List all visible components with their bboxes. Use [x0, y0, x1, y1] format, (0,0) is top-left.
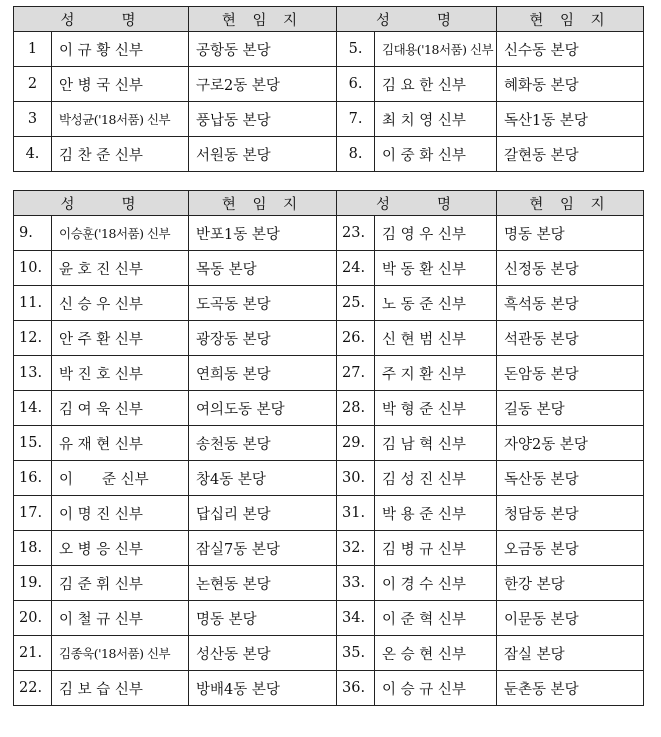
assigned-parish: 혜화동 본당 [497, 67, 644, 102]
table-row [14, 251, 644, 286]
entry-number: 4. [14, 137, 52, 172]
assigned-parish: 석관동 본당 [497, 321, 644, 356]
header-name: 성 명 [14, 7, 189, 32]
priest-name: 김 영 우 신부 [375, 216, 497, 251]
assigned-parish: 방배4동 본당 [189, 671, 337, 706]
priest-name: 김 준 휘 신부 [52, 566, 189, 601]
priest-name: 안 주 환 신부 [52, 321, 189, 356]
priest-name: 주 지 환 신부 [375, 356, 497, 391]
table-row [14, 671, 644, 706]
assigned-parish: 갈현동 본당 [497, 137, 644, 172]
entry-number: 2 [14, 67, 52, 102]
priest-name: 박 진 호 신부 [52, 356, 189, 391]
priest-name: 이승훈('18서품) 신부 [52, 216, 189, 251]
priest-name: 박 형 준 신부 [375, 391, 497, 426]
assigned-parish: 독산동 본당 [497, 461, 644, 496]
entry-number: 32. [337, 531, 375, 566]
table-row [14, 286, 644, 321]
priest-name: 이 승 규 신부 [375, 671, 497, 706]
assigned-parish: 공항동 본당 [189, 32, 337, 67]
table-row [14, 356, 644, 391]
entry-number: 24. [337, 251, 375, 286]
entry-number: 27. [337, 356, 375, 391]
entry-number: 3 [14, 102, 52, 137]
table-header-row [14, 7, 644, 32]
entry-number: 5. [337, 32, 375, 67]
priest-name: 김 찬 준 신부 [52, 137, 189, 172]
entry-number: 10. [14, 251, 52, 286]
header-post: 현 임 지 [497, 191, 644, 216]
priest-name: 이 철 규 신부 [52, 601, 189, 636]
priest-name: 안 병 국 신부 [52, 67, 189, 102]
priest-name: 온 승 현 신부 [375, 636, 497, 671]
assigned-parish: 신수동 본당 [497, 32, 644, 67]
assigned-parish: 명동 본당 [497, 216, 644, 251]
entry-number: 25. [337, 286, 375, 321]
assigned-parish: 광장동 본당 [189, 321, 337, 356]
assignment-table-1 [13, 6, 644, 172]
priest-name: 김 남 혁 신부 [375, 426, 497, 461]
priest-name: 이 규 황 신부 [52, 32, 189, 67]
entry-number: 22. [14, 671, 52, 706]
table-row [14, 496, 644, 531]
priest-name: 김 성 진 신부 [375, 461, 497, 496]
priest-name: 김대용('18서품) 신부 [375, 32, 497, 67]
entry-number: 7. [337, 102, 375, 137]
entry-number: 17. [14, 496, 52, 531]
assigned-parish: 길동 본당 [497, 391, 644, 426]
assigned-parish: 성산동 본당 [189, 636, 337, 671]
priest-name: 이 준 혁 신부 [375, 601, 497, 636]
header-post: 현 임 지 [189, 7, 337, 32]
header-name: 성 명 [337, 191, 497, 216]
entry-number: 29. [337, 426, 375, 461]
priest-name: 박성균('18서품) 신부 [52, 102, 189, 137]
entry-number: 11. [14, 286, 52, 321]
assigned-parish: 구로2동 본당 [189, 67, 337, 102]
assigned-parish: 독산1동 본당 [497, 102, 644, 137]
assigned-parish: 이문동 본당 [497, 601, 644, 636]
priest-name: 이 준 신부 [52, 461, 189, 496]
priest-name: 이 경 수 신부 [375, 566, 497, 601]
entry-number: 19. [14, 566, 52, 601]
assigned-parish: 잠실 본당 [497, 636, 644, 671]
assigned-parish: 한강 본당 [497, 566, 644, 601]
priest-name: 이 중 화 신부 [375, 137, 497, 172]
assigned-parish: 연희동 본당 [189, 356, 337, 391]
assigned-parish: 논현동 본당 [189, 566, 337, 601]
assigned-parish: 잠실7동 본당 [189, 531, 337, 566]
priest-name: 박 동 환 신부 [375, 251, 497, 286]
priest-name: 김종욱('18서품) 신부 [52, 636, 189, 671]
assigned-parish: 돈암동 본당 [497, 356, 644, 391]
assigned-parish: 청담동 본당 [497, 496, 644, 531]
assigned-parish: 여의도동 본당 [189, 391, 337, 426]
priest-name: 윤 호 진 신부 [52, 251, 189, 286]
priest-name: 신 승 우 신부 [52, 286, 189, 321]
priest-name: 김 보 습 신부 [52, 671, 189, 706]
table-row [14, 216, 644, 251]
header-post: 현 임 지 [189, 191, 337, 216]
priest-name: 이 명 진 신부 [52, 496, 189, 531]
entry-number: 13. [14, 356, 52, 391]
table-row [14, 531, 644, 566]
assigned-parish: 오금동 본당 [497, 531, 644, 566]
table-row [14, 67, 644, 102]
table-row [14, 426, 644, 461]
priest-name: 김 여 욱 신부 [52, 391, 189, 426]
assigned-parish: 도곡동 본당 [189, 286, 337, 321]
entry-number: 30. [337, 461, 375, 496]
entry-number: 20. [14, 601, 52, 636]
header-post: 현 임 지 [497, 7, 644, 32]
assigned-parish: 답십리 본당 [189, 496, 337, 531]
table-row [14, 102, 644, 137]
priest-name: 김 요 한 신부 [375, 67, 497, 102]
assigned-parish: 창4동 본당 [189, 461, 337, 496]
priest-name: 최 치 영 신부 [375, 102, 497, 137]
entry-number: 23. [337, 216, 375, 251]
table-row [14, 636, 644, 671]
assigned-parish: 자양2동 본당 [497, 426, 644, 461]
entry-number: 15. [14, 426, 52, 461]
entry-number: 28. [337, 391, 375, 426]
assigned-parish: 흑석동 본당 [497, 286, 644, 321]
assigned-parish: 신정동 본당 [497, 251, 644, 286]
assigned-parish: 명동 본당 [189, 601, 337, 636]
table-header-row [14, 191, 644, 216]
assigned-parish: 풍납동 본당 [189, 102, 337, 137]
priest-name: 오 병 응 신부 [52, 531, 189, 566]
assigned-parish: 서원동 본당 [189, 137, 337, 172]
priest-name: 유 재 현 신부 [52, 426, 189, 461]
priest-name: 노 동 준 신부 [375, 286, 497, 321]
entry-number: 26. [337, 321, 375, 356]
entry-number: 18. [14, 531, 52, 566]
entry-number: 33. [337, 566, 375, 601]
table-row [14, 601, 644, 636]
table-row [14, 391, 644, 426]
header-name: 성 명 [14, 191, 189, 216]
entry-number: 12. [14, 321, 52, 356]
table-row [14, 32, 644, 67]
entry-number: 8. [337, 137, 375, 172]
assigned-parish: 목동 본당 [189, 251, 337, 286]
entry-number: 1 [14, 32, 52, 67]
assigned-parish: 송천동 본당 [189, 426, 337, 461]
entry-number: 9. [14, 216, 52, 251]
priest-name: 신 현 범 신부 [375, 321, 497, 356]
table-row [14, 137, 644, 172]
assigned-parish: 반포1동 본당 [189, 216, 337, 251]
entry-number: 34. [337, 601, 375, 636]
table-row [14, 461, 644, 496]
entry-number: 14. [14, 391, 52, 426]
assignment-table-2 [13, 190, 644, 706]
priest-name: 박 용 준 신부 [375, 496, 497, 531]
entry-number: 31. [337, 496, 375, 531]
priest-name: 김 병 규 신부 [375, 531, 497, 566]
assigned-parish: 둔촌동 본당 [497, 671, 644, 706]
entry-number: 6. [337, 67, 375, 102]
table-row [14, 566, 644, 601]
entry-number: 35. [337, 636, 375, 671]
entry-number: 16. [14, 461, 52, 496]
entry-number: 21. [14, 636, 52, 671]
header-name: 성 명 [337, 7, 497, 32]
entry-number: 36. [337, 671, 375, 706]
table-row [14, 321, 644, 356]
